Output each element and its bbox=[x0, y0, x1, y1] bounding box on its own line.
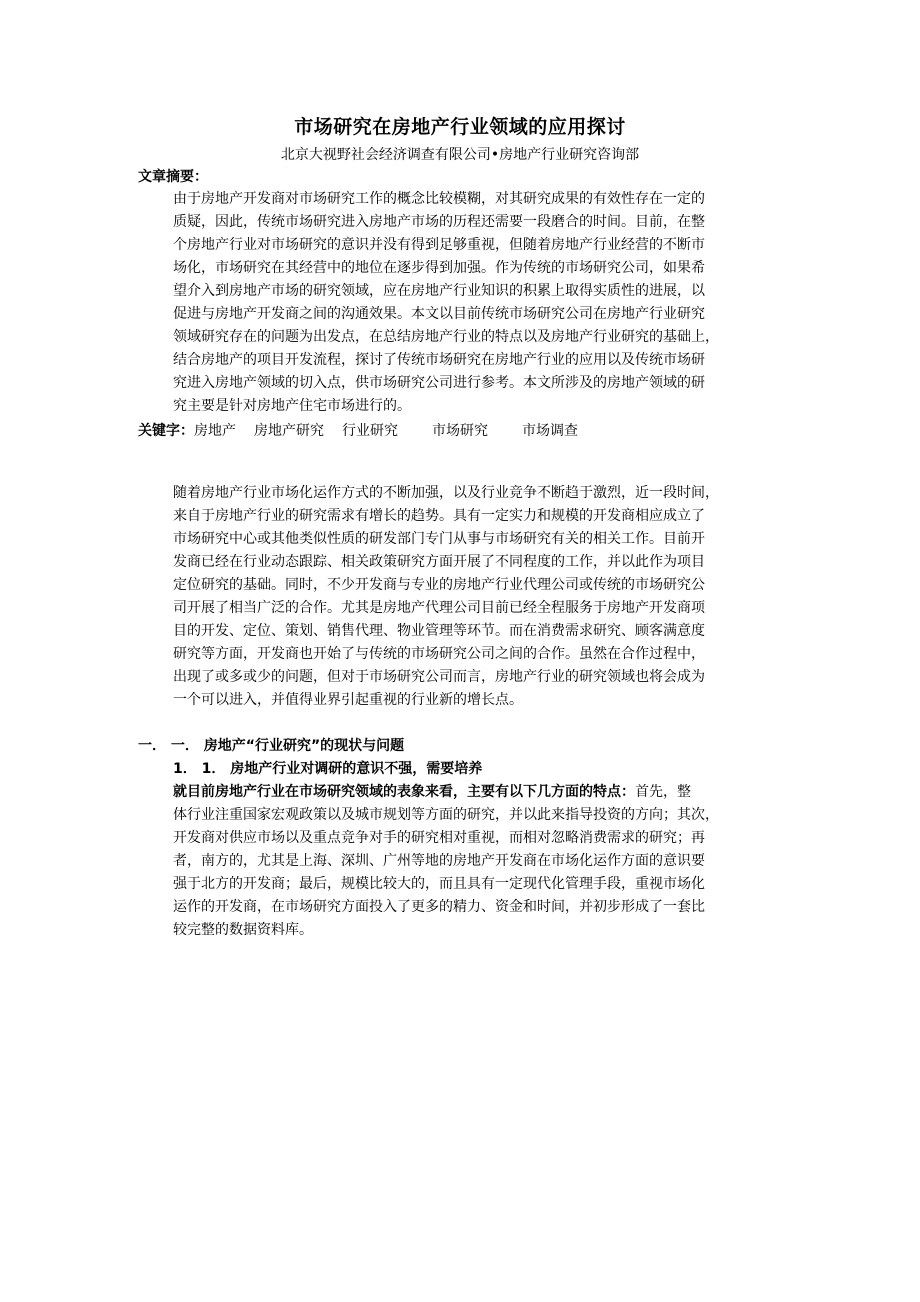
body-line: 来自于房地产行业的研究需求有增长的趋势。具有一定实力和规模的开发商相应成立了 bbox=[173, 508, 705, 524]
body-line: 司开展了相当广泛的合作。尤其是房地产代理公司目前已经全程服务于房地产开发商项 bbox=[173, 600, 705, 616]
abstract-line: 领域研究存在的问题为出发点，在总结房地产行业的特点以及房地产行业研究的基础上， bbox=[173, 329, 719, 345]
keywords-label: 关键字： bbox=[138, 423, 194, 439]
body-line: 目的开发、定位、策划、销售代理、物业管理等环节。而在消费需求研究、顾客满意度 bbox=[173, 623, 705, 639]
abstract-line: 望介入到房地产市场的研究领域，应在房地产行业知识的积累上取得实质性的进展，以 bbox=[173, 283, 705, 299]
document-subtitle: 北京大视野社会经济调查有限公司•房地产行业研究咨询部 bbox=[280, 147, 640, 163]
abstract-line: 个房地产行业对市场研究的意识并没有得到足够重视，但随着房地产行业经营的不断市 bbox=[173, 237, 705, 253]
keyword-item: 市场研究 bbox=[432, 423, 488, 439]
keywords-row bbox=[138, 421, 578, 441]
body-line: 市场研究中心或其他类似性质的研发部门专门从事与市场研究有关的相关工作。目前开 bbox=[173, 531, 705, 547]
section-line: 强于北方的开发商；最后，规模比较大的，而且具有一定现代化管理手段，重视市场化 bbox=[173, 876, 705, 892]
section-paragraph bbox=[173, 781, 785, 942]
section-line: 体行业注重国家宏观政策以及城市规划等方面的研究，并以此来指导投资的方向；其次， bbox=[173, 807, 719, 823]
abstract-line: 结合房地产的项目开发流程，探讨了传统市场研究在房地产行业的应用以及传统市场研 bbox=[173, 352, 705, 368]
subsection-heading: 1． 1． 房地产行业对调研的意识不强，需要培养 bbox=[173, 761, 483, 777]
abstract-line: 质疑，因此，传统市场研究进入房地产市场的历程还需要一段磨合的时间。目前，在整 bbox=[173, 214, 705, 230]
body-paragraph bbox=[173, 482, 785, 712]
body-line: 发商已经在行业动态跟踪、相关政策研究方面开展了不同程度的工作，并以此作为项目 bbox=[173, 554, 705, 570]
section-line: 较完整的数据资料库。 bbox=[173, 922, 313, 938]
section-line: 开发商对供应市场以及重点竞争对手的研究相对重视，而相对忽略消费需求的研究；再 bbox=[173, 830, 705, 846]
body-line: 出现了或多或少的问题，但对于市场研究公司而言，房地产行业的研究领域也将会成为 bbox=[173, 669, 705, 685]
abstract-line: 究主要是针对房地产住宅市场进行的。 bbox=[173, 398, 411, 414]
abstract-line: 由于房地产开发商对市场研究工作的概念比较模糊，对其研究成果的有效性存在一定的 bbox=[173, 191, 705, 207]
body-line: 随着房地产行业市场化运作方式的不断加强，以及行业竞争不断趋于激烈，近一段时间， bbox=[173, 485, 719, 501]
body-line: 定位研究的基础。同时，不少开发商与专业的房地产行业代理公司或传统的市场研究公 bbox=[173, 577, 705, 593]
body-line: 一个可以进入，并值得业界引起重视的行业新的增长点。 bbox=[173, 692, 523, 708]
abstract-label: 文章摘要： bbox=[138, 169, 208, 185]
keyword-item: 房地产 bbox=[194, 423, 236, 439]
section-first-line bbox=[173, 781, 785, 804]
section-lead: 就目前房地产行业在市场研究领域的表象来看，主要有以下几方面的特点： bbox=[173, 784, 635, 800]
section-line: 运作的开发商，在市场研究方面投入了更多的精力、资金和时间，并初步形成了一套比 bbox=[173, 899, 705, 915]
abstract-line: 场化，市场研究在其经营中的地位在逐步得到加强。作为传统的市场研究公司，如果希 bbox=[173, 260, 705, 276]
keyword-item: 行业研究 bbox=[342, 423, 398, 439]
document-title: 市场研究在房地产行业领域的应用探讨 bbox=[294, 116, 626, 138]
section-line: 者，南方的，尤其是上海、深圳、广州等地的房地产开发商在市场化运作方面的意识要 bbox=[173, 853, 705, 869]
abstract-line: 究进入房地产领域的切入点，供市场研究公司进行参考。本文所涉及的房地产领域的研 bbox=[173, 375, 705, 391]
section-heading: 一． 一． 房地产“行业研究”的现状与问题 bbox=[138, 738, 405, 754]
abstract-paragraph bbox=[173, 188, 785, 418]
keyword-item: 市场调查 bbox=[522, 423, 578, 439]
keyword-item: 房地产研究 bbox=[254, 423, 324, 439]
abstract-line: 促进与房地产开发商之间的沟通效果。本文以目前传统市场研究公司在房地产行业研究 bbox=[173, 306, 705, 322]
section-first-line-rest: 首先，整 bbox=[635, 784, 691, 800]
body-line: 研究等方面，开发商也开始了与传统的市场研究公司之间的合作。虽然在合作过程中， bbox=[173, 646, 705, 662]
